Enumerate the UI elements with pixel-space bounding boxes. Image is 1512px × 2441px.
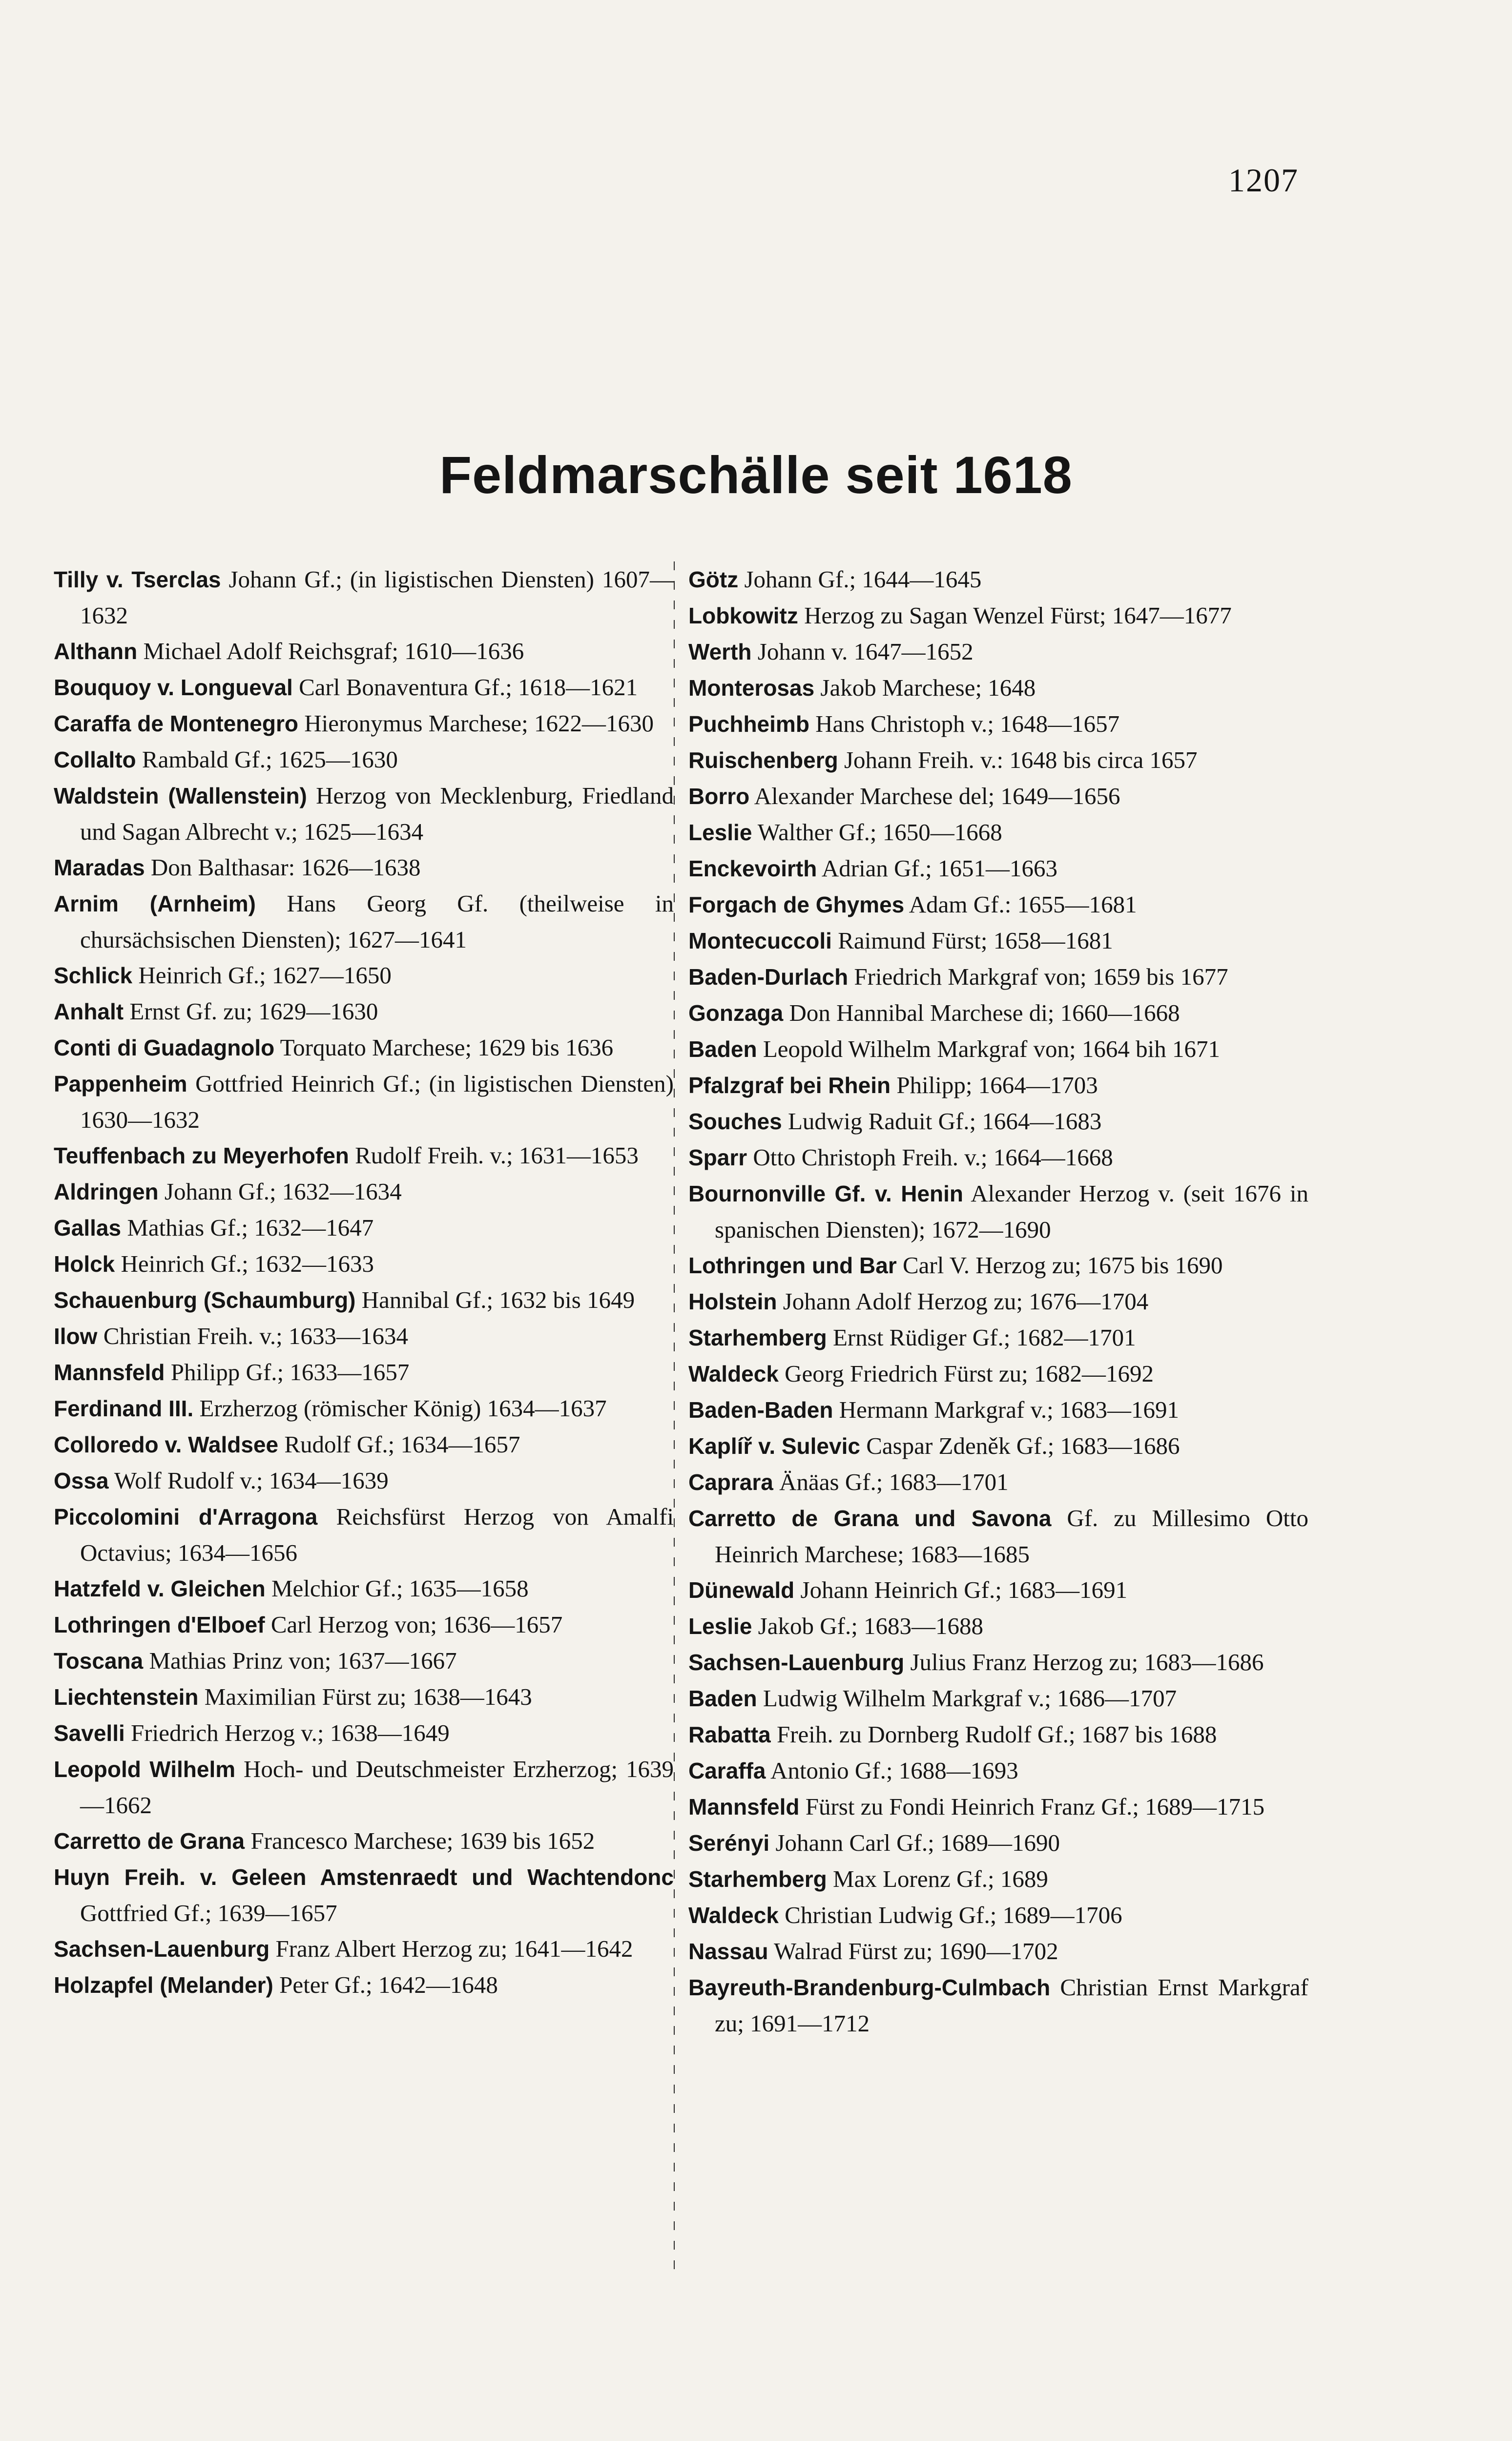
entry-text: Erzherzog (römischer König) 1634—1637 — [193, 1395, 607, 1422]
entry — [688, 1320, 1308, 1356]
entry — [688, 598, 1308, 634]
entry-text: Walther Gf.; 1650—1668 — [752, 819, 1002, 846]
entry — [54, 1679, 674, 1715]
entry-name: Souches — [688, 1109, 782, 1134]
entry-text: Jakob Gf.; 1683—1688 — [752, 1613, 984, 1639]
entry-name: Werth — [688, 639, 752, 664]
entry — [54, 742, 674, 778]
entry-name: Anhalt — [54, 999, 124, 1024]
entry-text: Mathias Prinz von; 1637—1667 — [143, 1647, 457, 1674]
entry — [688, 1789, 1308, 1825]
entry — [54, 1210, 674, 1246]
entry — [54, 1354, 674, 1390]
entry-text: Reichsfürst Herzog von Amalfi Octavius; 1634—1656 — [80, 1503, 674, 1566]
entry-text: Herzog zu Sagan Wenzel Fürst; 1647—1677 — [798, 602, 1232, 629]
entry — [54, 1463, 674, 1499]
entry-name: Aldringen — [54, 1179, 159, 1204]
entry-name: Dünewald — [688, 1577, 795, 1603]
entry — [54, 1643, 674, 1679]
entry-name: Pfalzgraf bei Rhein — [688, 1073, 891, 1098]
entry-text: Herzog von Mecklenburg, Friedland und Sagan Albrecht v.; 1625—1634 — [80, 782, 674, 845]
entry — [688, 706, 1308, 742]
entry — [54, 1282, 674, 1318]
entry-text: Wolf Rudolf v.; 1634—1639 — [108, 1467, 389, 1494]
entry-text: Johann Gf.; 1632—1634 — [158, 1178, 402, 1205]
entry-name: Ferdinand III. — [54, 1396, 194, 1421]
entry — [54, 1427, 674, 1463]
entry-text: Alexander Herzog v. (seit 1676 in spanischen Diensten); 1672—1690 — [715, 1180, 1308, 1243]
entry-name: Baden — [688, 1686, 757, 1711]
entry — [688, 1176, 1308, 1247]
page-title: Feldmarschälle seit 1618 — [439, 445, 1073, 504]
entry — [688, 1644, 1308, 1680]
entry-text: Freih. zu Dornberg Rudolf Gf.; 1687 bis 1688 — [770, 1721, 1217, 1748]
entry-name: Gallas — [54, 1215, 122, 1241]
entry-text: Rambald Gf.; 1625—1630 — [136, 746, 398, 773]
entry-name: Gonzaga — [688, 1000, 784, 1026]
entry-text: Julius Franz Herzog zu; 1683—1686 — [904, 1649, 1264, 1676]
entry — [54, 1715, 674, 1751]
entry — [54, 1499, 674, 1571]
entry-text: Christian Ernst Markgraf zu; 1691—1712 — [715, 1974, 1308, 2037]
left-column — [54, 561, 674, 2003]
entry — [54, 1859, 674, 1931]
entry-text: Maximilian Fürst zu; 1638—1643 — [198, 1683, 532, 1710]
entry-text: Philipp; 1664—1703 — [891, 1072, 1098, 1098]
entry — [54, 1823, 674, 1859]
entry-name: Sachsen-Lauenburg — [688, 1650, 905, 1675]
entry — [688, 670, 1308, 706]
entry-name: Lobkowitz — [688, 603, 798, 628]
entry — [688, 814, 1308, 850]
entry-text: Adam Gf.: 1655—1681 — [904, 891, 1137, 918]
entry-text: Max Lorenz Gf.; 1689 — [827, 1865, 1048, 1892]
entry-text: Fürst zu Fondi Heinrich Franz Gf.; 1689—1715 — [799, 1793, 1265, 1820]
entry — [54, 1174, 674, 1210]
entry-text: Peter Gf.; 1642—1648 — [273, 1971, 498, 1998]
entry-name: Arnim (Arnheim) — [54, 891, 256, 916]
entry-text: Carl Herzog von; 1636—1657 — [265, 1611, 563, 1638]
entry-text: Michael Adolf Reichsgraf; 1610—1636 — [137, 638, 524, 664]
entry — [688, 1356, 1308, 1392]
entry — [54, 1390, 674, 1427]
entry-text: Carl Bonaventura Gf.; 1618—1621 — [292, 674, 638, 701]
entry-text: Rudolf Freih. v.; 1631—1653 — [349, 1142, 639, 1169]
entry-text: Raimund Fürst; 1658—1681 — [831, 927, 1113, 954]
entry — [688, 1031, 1308, 1067]
entry-name: Forgach de Ghymes — [688, 892, 905, 917]
entry — [688, 1283, 1308, 1320]
entry — [688, 1103, 1308, 1139]
entry-text: Friedrich Herzog v.; 1638—1649 — [124, 1719, 450, 1746]
entry-text: Änäas Gf.; 1683—1701 — [773, 1469, 1009, 1495]
entry — [54, 849, 674, 886]
entry-text: Gottfried Heinrich Gf.; (in ligistischen Diensten) 1630—1632 — [80, 1070, 674, 1133]
entry-name: Bayreuth-Brandenburg-Culmbach — [688, 1975, 1051, 2000]
entry — [54, 957, 674, 993]
entry-text: Johann v. 1647—1652 — [751, 638, 973, 665]
entry-name: Rabatta — [688, 1722, 771, 1747]
column-divider — [674, 561, 675, 2270]
entry-name: Toscana — [54, 1648, 144, 1674]
entry — [688, 959, 1308, 995]
entry-text: Otto Christoph Freih. v.; 1664—1668 — [747, 1144, 1113, 1171]
entry — [688, 923, 1308, 959]
entry-name: Baden — [688, 1036, 757, 1062]
entry — [54, 993, 674, 1030]
entry — [688, 850, 1308, 887]
entry-text: Hoch- und Deutschmeister Erzherzog; 1639—1662 — [80, 1756, 674, 1819]
entry — [688, 1464, 1308, 1500]
entry-name: Pappenheim — [54, 1071, 187, 1096]
entry-name: Mannsfeld — [54, 1360, 165, 1385]
entry-name: Lothringen und Bar — [688, 1253, 897, 1278]
entry-name: Conti di Guadagnolo — [54, 1035, 275, 1060]
entry-text: Gf. zu Millesimo Otto Heinrich Marchese; 1683—1685 — [715, 1505, 1308, 1568]
entry — [688, 995, 1308, 1031]
entry-name: Enckevoirth — [688, 856, 817, 881]
entry — [54, 886, 674, 957]
entry-text: Jakob Marchese; 1648 — [814, 674, 1036, 701]
entry — [54, 1318, 674, 1354]
entry-text: Ludwig Wilhelm Markgraf v.; 1686—1707 — [757, 1685, 1177, 1712]
entry — [688, 1897, 1308, 1933]
entry — [688, 742, 1308, 778]
entry-name: Caraffa de Montenegro — [54, 711, 298, 736]
entry-name: Bournonville Gf. v. Henin — [688, 1181, 964, 1206]
entry — [688, 1247, 1308, 1283]
entry-text: Johann Gf.; 1644—1645 — [738, 566, 982, 593]
entry — [688, 778, 1308, 814]
entry-name: Ruischenberg — [688, 747, 838, 773]
entry — [54, 669, 674, 705]
entry-text: Ernst Rüdiger Gf.; 1682—1701 — [827, 1324, 1136, 1351]
entry — [688, 634, 1308, 670]
entry-text: Alexander Marchese del; 1649—1656 — [749, 783, 1120, 809]
entry-text: Philipp Gf.; 1633—1657 — [165, 1359, 410, 1386]
entry-name: Hatzfeld v. Gleichen — [54, 1576, 266, 1601]
entry-name: Carretto de Grana — [54, 1828, 245, 1854]
entry — [688, 1969, 1308, 2041]
entry-name: Kaplíř v. Sulevic — [688, 1433, 860, 1459]
entry-name: Collalto — [54, 747, 136, 772]
entry-name: Lothringen d'Elboef — [54, 1612, 265, 1637]
entry-text: Hieronymus Marchese; 1622—1630 — [298, 710, 654, 737]
entry — [54, 1607, 674, 1643]
entry-name: Waldeck — [688, 1903, 779, 1928]
entry — [688, 1861, 1308, 1897]
entry-text: Rudolf Gf.; 1634—1657 — [278, 1431, 520, 1458]
entry-text: Johann Gf.; (in ligistischen Diensten) 1607—1632 — [80, 566, 674, 629]
entry — [688, 1825, 1308, 1861]
entry-name: Savelli — [54, 1720, 125, 1746]
entry-name: Montecuccoli — [688, 928, 832, 953]
entry-text: Leopold Wilhelm Markgraf von; 1664 bih 1671 — [757, 1035, 1220, 1062]
entry-name: Leslie — [688, 820, 752, 845]
entry-text: Francesco Marchese; 1639 bis 1652 — [245, 1827, 595, 1854]
entry-text: Friedrich Markgraf von; 1659 bis 1677 — [848, 963, 1228, 990]
entry-name: Carretto de Grana und Savona — [688, 1506, 1052, 1531]
entry-text: Johann Carl Gf.; 1689—1690 — [769, 1829, 1060, 1856]
entry-name: Sachsen-Lauenburg — [54, 1936, 270, 1962]
entry — [54, 633, 674, 669]
entry — [688, 1392, 1308, 1428]
entry-text: Mathias Gf.; 1632—1647 — [121, 1214, 374, 1241]
entry-name: Puchheimb — [688, 711, 809, 737]
entry — [54, 1138, 674, 1174]
entry-name: Waldeck — [688, 1361, 779, 1386]
entry-name: Schauenburg (Schaumburg) — [54, 1287, 356, 1313]
entry — [54, 1246, 674, 1282]
entry-text: Melchior Gf.; 1635—1658 — [265, 1575, 529, 1602]
entry-name: Mannsfeld — [688, 1794, 800, 1820]
entry-text: Johann Heinrich Gf.; 1683—1691 — [794, 1576, 1128, 1603]
entry-name: Holck — [54, 1251, 115, 1277]
entry-name: Baden-Baden — [688, 1397, 833, 1423]
entry-text: Adrian Gf.; 1651—1663 — [817, 855, 1057, 882]
entry-text: Ludwig Raduit Gf.; 1664—1683 — [782, 1108, 1102, 1135]
entry-text: Heinrich Gf.; 1627—1650 — [132, 962, 392, 989]
entry-name: Caprara — [688, 1469, 773, 1495]
entry-name: Bouquoy v. Longueval — [54, 675, 293, 700]
entry-name: Sparr — [688, 1145, 747, 1170]
entry — [54, 1030, 674, 1066]
entry-text: Gottfried Gf.; 1639—1657 — [80, 1900, 337, 1926]
entry-name: Leslie — [688, 1614, 752, 1639]
entry-name: Waldstein (Wallenstein) — [54, 783, 307, 808]
entry-text: Torquato Marchese; 1629 bis 1636 — [274, 1034, 614, 1061]
entry-name: Leopold Wilhelm — [54, 1757, 236, 1782]
entry — [688, 1717, 1308, 1753]
entry-name: Serényi — [688, 1830, 770, 1856]
entry — [54, 1571, 674, 1607]
entry — [688, 1428, 1308, 1464]
entry-name: Althann — [54, 639, 138, 664]
entry-text: Franz Albert Herzog zu; 1641—1642 — [269, 1935, 633, 1962]
entry-text: Heinrich Gf.; 1632—1633 — [115, 1250, 374, 1277]
entry-text: Christian Freih. v.; 1633—1634 — [97, 1323, 408, 1349]
entry-text: Hans Georg Gf. (theilweise in chursächsischen Diensten); 1627—1641 — [80, 890, 674, 953]
entry-text: Don Hannibal Marchese di; 1660—1668 — [783, 999, 1180, 1026]
entry — [688, 1500, 1308, 1572]
entry-text: Walrad Fürst zu; 1690—1702 — [768, 1938, 1058, 1965]
right-column — [688, 561, 1308, 2041]
entry-name: Starhemberg — [688, 1866, 827, 1892]
entry-name: Baden-Durlach — [688, 964, 849, 990]
entry — [54, 1066, 674, 1138]
entry — [54, 1751, 674, 1823]
entry — [688, 1572, 1308, 1608]
entry-name: Starhemberg — [688, 1325, 827, 1350]
page-number: 1207 — [1228, 162, 1299, 199]
entry — [54, 1931, 674, 1967]
entry-text: Hannibal Gf.; 1632 bis 1649 — [355, 1286, 635, 1313]
entry — [688, 1753, 1308, 1789]
entry-name: Ilow — [54, 1324, 98, 1349]
entry — [688, 1680, 1308, 1717]
entry-name: Piccolomini d'Arragona — [54, 1504, 318, 1530]
entry-text: Don Balthasar: 1626—1638 — [145, 854, 421, 881]
entry-text: Hermann Markgraf v.; 1683—1691 — [833, 1396, 1179, 1423]
entry — [688, 1933, 1308, 1969]
entry-name: Schlick — [54, 963, 133, 988]
entry — [688, 561, 1308, 598]
entry-name: Holstein — [688, 1289, 777, 1314]
entry-name: Nassau — [688, 1939, 768, 1964]
entry-text: Christian Ludwig Gf.; 1689—1706 — [778, 1902, 1122, 1928]
entry — [54, 705, 674, 742]
entry-name: Götz — [688, 567, 739, 592]
entry-name: Borro — [688, 784, 750, 809]
entry-name: Colloredo v. Waldsee — [54, 1432, 279, 1457]
entry-name: Huyn Freih. v. Geleen Amstenraedt und Wachtendonc — [54, 1864, 674, 1890]
entry-text: Caspar Zdeněk Gf.; 1683—1686 — [860, 1432, 1180, 1459]
entry — [688, 887, 1308, 923]
entry-name: Tilly v. Tserclas — [54, 567, 221, 592]
entry — [54, 778, 674, 849]
entry — [688, 1139, 1308, 1176]
entry-name: Teuffenbach zu Meyerhofen — [54, 1143, 349, 1168]
entry-text: Johann Adolf Herzog zu; 1676—1704 — [777, 1288, 1149, 1315]
entry — [688, 1067, 1308, 1103]
entry-name: Holzapfel (Melander) — [54, 1972, 273, 1998]
entry-name: Caraffa — [688, 1758, 766, 1783]
entry — [54, 561, 674, 633]
entry-name: Monterosas — [688, 675, 815, 701]
entry-name: Maradas — [54, 855, 145, 880]
entry-name: Liechtenstein — [54, 1684, 199, 1710]
entry — [688, 1608, 1308, 1644]
entry-text: Antonio Gf.; 1688—1693 — [766, 1757, 1018, 1784]
entry-text: Hans Christoph v.; 1648—1657 — [809, 710, 1120, 737]
entry-text: Ernst Gf. zu; 1629—1630 — [124, 998, 378, 1025]
entry-name: Ossa — [54, 1468, 109, 1493]
entry-text: Carl V. Herzog zu; 1675 bis 1690 — [896, 1252, 1223, 1279]
entry — [54, 1967, 674, 2003]
entry-text: Georg Friedrich Fürst zu; 1682—1692 — [778, 1360, 1154, 1387]
entry-text: Johann Freih. v.: 1648 bis circa 1657 — [838, 746, 1198, 773]
